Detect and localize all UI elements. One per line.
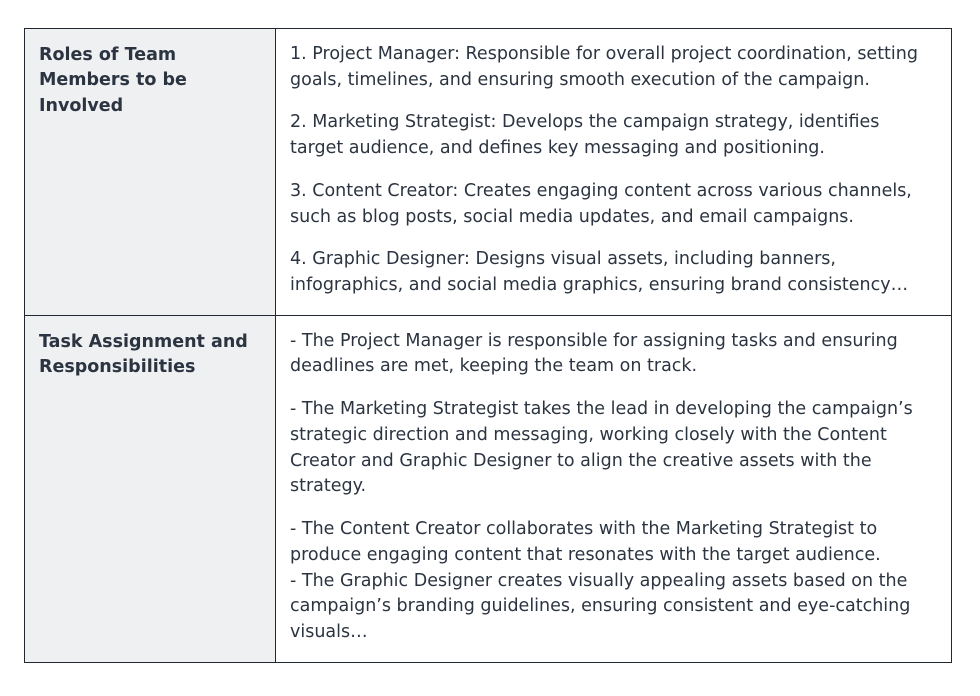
row-label-task-assignment — [25, 315, 276, 662]
paragraph: 1. Project Manager: Responsible for overall project coordination, setting goals, timelines, and ensuring smooth execution of the campaign. — [290, 44, 918, 90]
row-label-text: Task Assignment and Responsibilities — [39, 331, 248, 378]
table-row — [25, 315, 952, 662]
row-label-text: Roles of Team Members to be Involved — [39, 45, 187, 116]
paragraph: - The Content Creator collaborates with the Marketing Strategist to produce engaging content that resonates with the target audience. — [290, 519, 881, 565]
row-content-task-assignment — [276, 315, 952, 662]
row-content-roles — [276, 29, 952, 316]
paragraph: - The Marketing Strategist takes the lead in developing the campaign’s strategic direction and messaging, working closely with the Content Creator and Graphic Designer to align the creative assets with the strategy. — [290, 399, 913, 497]
paragraph: 2. Marketing Strategist: Develops the campaign strategy, identifies target audience, and defines key messaging and positioning. — [290, 112, 880, 159]
paragraph: 4. Graphic Designer: Designs visual assets, including banners, infographics, and social media graphics, ensuring brand consistency… — [290, 249, 909, 296]
paragraph: - The Graphic Designer creates visually appealing assets based on the campaign’s branding guidelines, ensuring consistent and eye-catching visuals… — [290, 570, 911, 642]
paragraph: 3. Content Creator: Creates engaging content across various channels, such as blog posts, social media updates, and email campaigns. — [290, 180, 912, 227]
row-label-roles — [25, 29, 276, 316]
document-body — [24, 28, 952, 663]
roles-and-responsibilities-table — [24, 28, 952, 663]
table-row — [25, 29, 952, 316]
paragraph: - The Project Manager is responsible for assigning tasks and ensuring deadlines are met, keeping the team on track. — [290, 330, 898, 377]
